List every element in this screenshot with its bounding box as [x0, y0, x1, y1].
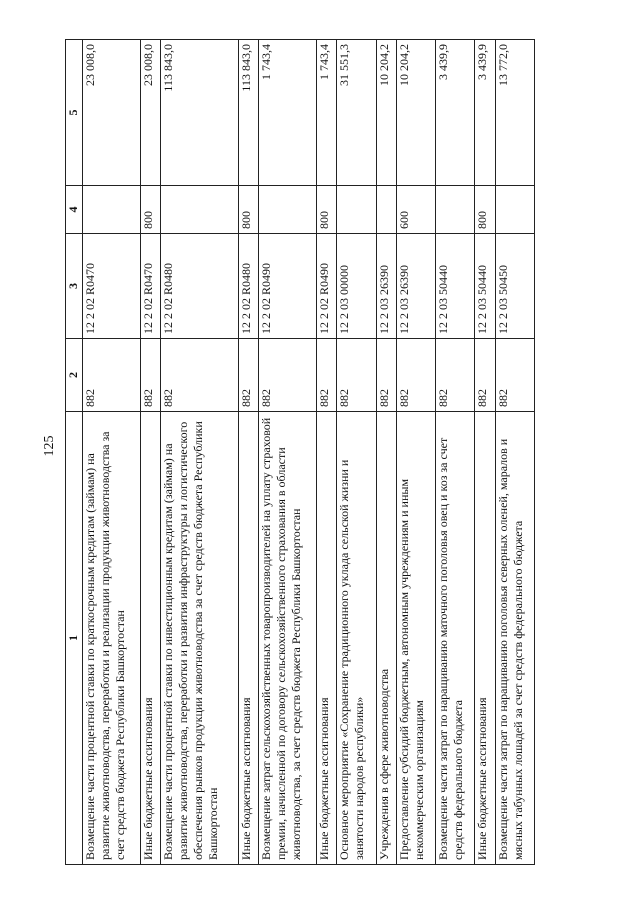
row-name: Предоставление субсидий бюджетным, автономным учреждениям и иным некоммерческим организациям — [396, 412, 435, 865]
row-sum: 13 772,0 — [495, 40, 534, 186]
table-row — [83, 40, 141, 865]
row-sum: 31 551,3 — [337, 40, 376, 186]
row-sum: 1 743,4 — [317, 40, 337, 186]
row-name: Основное мероприятие «Сохранение традиционного уклада сельской жизни и занятости народов республики» — [337, 412, 376, 865]
table-row — [258, 40, 316, 865]
row-code: 882 — [337, 339, 376, 412]
table-row — [376, 40, 396, 865]
row-vr: 800 — [317, 186, 337, 234]
table-row — [161, 40, 238, 865]
row-vr — [436, 186, 475, 234]
row-name: Учреждения в сфере животноводства — [376, 412, 396, 865]
row-code: 882 — [396, 339, 435, 412]
row-vr: 800 — [141, 186, 161, 234]
row-name: Иные бюджетные ассигнования — [475, 412, 495, 865]
row-kbk: 12 2 02 R0490 — [317, 234, 337, 339]
row-name: Иные бюджетные ассигнования — [238, 412, 258, 865]
row-kbk: 12 2 02 R0470 — [83, 234, 141, 339]
row-name: Возмещение затрат сельскохозяйственных товаропроизводителей на уплату страховой премии, начисленной по договору сельскохозяйственного страхования в области животноводства, за счет средств бюджета Республики Башкортостан — [258, 412, 316, 865]
header-row — [66, 40, 83, 865]
row-sum: 10 204,2 — [396, 40, 435, 186]
row-sum: 10 204,2 — [376, 40, 396, 186]
row-kbk: 12 2 03 26390 — [376, 234, 396, 339]
row-kbk: 12 2 03 50440 — [436, 234, 475, 339]
row-kbk: 12 2 02 R0490 — [258, 234, 316, 339]
table-row — [317, 40, 337, 865]
row-code: 882 — [238, 339, 258, 412]
row-vr — [495, 186, 534, 234]
table-row — [495, 40, 534, 865]
header-cell-3: 3 — [66, 234, 83, 339]
row-kbk: 12 2 02 R0480 — [161, 234, 238, 339]
row-kbk: 12 2 02 R0480 — [238, 234, 258, 339]
row-code: 882 — [141, 339, 161, 412]
table-row — [337, 40, 376, 865]
header-cell-5: 5 — [66, 40, 83, 186]
rotated-table-container — [65, 40, 535, 865]
row-sum: 1 743,4 — [258, 40, 316, 186]
row-vr — [258, 186, 316, 234]
row-code: 882 — [83, 339, 141, 412]
row-code: 882 — [495, 339, 534, 412]
row-vr — [376, 186, 396, 234]
row-sum: 23 008,0 — [141, 40, 161, 186]
row-kbk: 12 2 03 50440 — [475, 234, 495, 339]
row-code: 882 — [436, 339, 475, 412]
row-sum: 23 008,0 — [83, 40, 141, 186]
row-name: Иные бюджетные ассигнования — [141, 412, 161, 865]
row-name: Возмещение части процентной ставки по краткосрочным кредитам (займам) на развитие животноводства, переработки и реализации продукции животноводства за счет средств бюджета Республики Башкортостан — [83, 412, 141, 865]
row-sum: 113 843,0 — [161, 40, 238, 186]
row-code: 882 — [475, 339, 495, 412]
header-cell-4: 4 — [66, 186, 83, 234]
row-sum: 113 843,0 — [238, 40, 258, 186]
page-number: 125 — [42, 435, 57, 457]
header-cell-1: 1 — [66, 412, 83, 865]
row-sum: 3 439,9 — [436, 40, 475, 186]
budget-table — [65, 39, 535, 865]
row-kbk: 12 2 03 26390 — [396, 234, 435, 339]
row-vr: 800 — [475, 186, 495, 234]
table-row — [475, 40, 495, 865]
row-vr: 800 — [238, 186, 258, 234]
table-row — [141, 40, 161, 865]
header-cell-2: 2 — [66, 339, 83, 412]
row-sum: 3 439,9 — [475, 40, 495, 186]
row-vr — [83, 186, 141, 234]
table-body — [83, 40, 535, 865]
row-code: 882 — [317, 339, 337, 412]
row-kbk: 12 2 02 R0470 — [141, 234, 161, 339]
row-kbk: 12 2 03 50450 — [495, 234, 534, 339]
row-code: 882 — [161, 339, 238, 412]
row-vr — [161, 186, 238, 234]
row-name: Возмещение части процентной ставки по инвестиционным кредитам (займам) на развитие животноводства, переработки и развития инфраструктуры и логистического обеспечения рынков продукции животноводства за счет средств бюджета Республики Башкортостан — [161, 412, 238, 865]
row-name: Иные бюджетные ассигнования — [317, 412, 337, 865]
row-vr — [337, 186, 376, 234]
row-vr: 600 — [396, 186, 435, 234]
table-row — [436, 40, 475, 865]
row-name: Возмещение части затрат по наращиванию маточного поголовья овец и коз за счет средств федерального бюджета — [436, 412, 475, 865]
table-row — [396, 40, 435, 865]
row-code: 882 — [258, 339, 316, 412]
row-code: 882 — [376, 339, 396, 412]
table-row — [238, 40, 258, 865]
row-name: Возмещение части затрат по наращиванию поголовья северных оленей, маралов и мясных табунных лошадей за счет средств федерального бюджета — [495, 412, 534, 865]
row-kbk: 12 2 03 00000 — [337, 234, 376, 339]
